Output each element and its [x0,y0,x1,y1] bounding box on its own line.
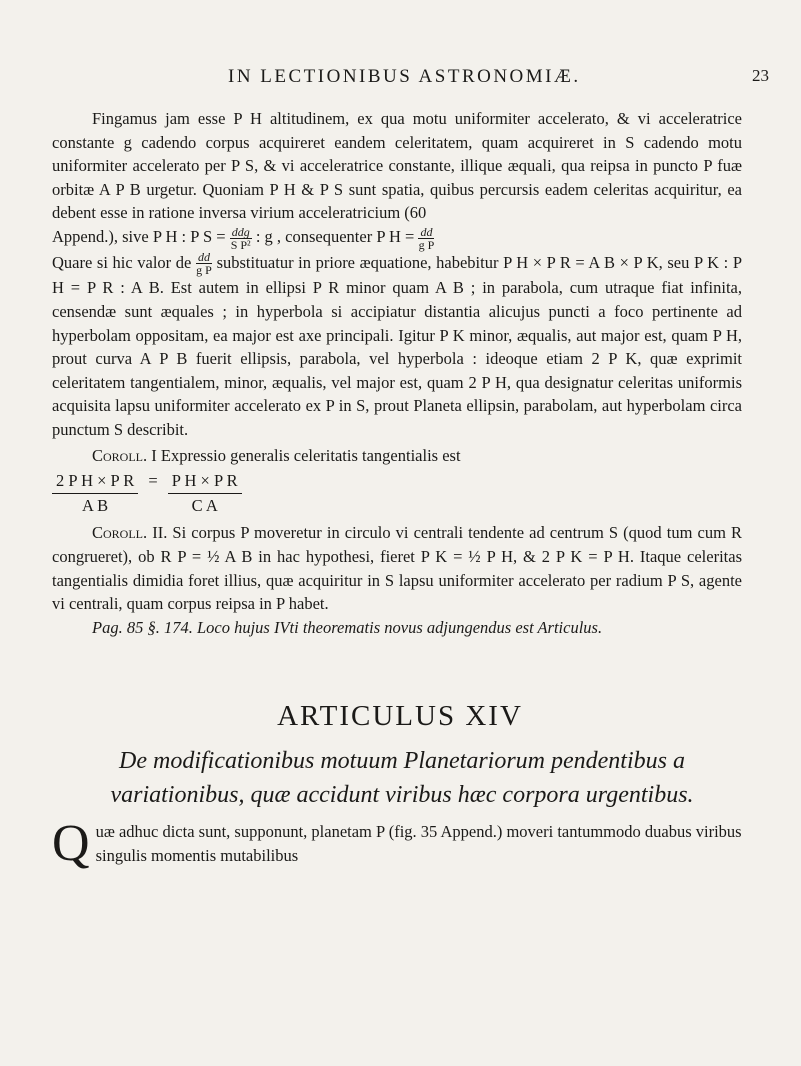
corollary-2 [52,521,742,615]
corollary-1 [52,444,742,468]
fraction-denominator: g P [196,263,212,278]
paragraph-2-start: Quare si hic valor de [52,252,192,272]
fraction-denominator: A B [82,495,109,515]
running-head: IN LECTIONIBUS ASTRONOMIÆ. [228,66,581,87]
corollary-2-label: Coroll. II. [92,523,168,543]
paragraph-1: Fingamus jam esse P H altitudinem, ex qua motu uniformiter accelerato, & vi acceleratrice constante g cadendo corpus acquireret eandem celeritatem, quam acquireret in S cadendo motu uniformiter accelerato per P S, & vi acceleratrice constante, illique æquali, qua reipsa in puncto P fuæ orbitæ A P B urgetur. Quoniam P H & P S sunt spatia, quibus percursis eadem celeritas acquiritur, ea debent esse in ratione inversa virium acceleratricium (60 [52,109,742,223]
fraction-dd-gp [418,226,434,251]
corollary-2-text: Si corpus P moveretur in circulo vi centrali tendente ad centrum S (quod tum cum R congrueret), ob R P = ½ A B in hac hypothesi, fieret P K = ½ P H, & 2 P K = P H. Itaque celeritas tangentialis dimidia foret illius, quæ acquiritur in S lapsu uniformiter accelerato per radium P S, agente vi centrali, quam corpus reipsa in P habet. [52,523,743,614]
page-number: 23 [752,66,769,85]
formula-text-b: : g , consequenter P H = [255,226,415,246]
corollary-1-text: Expressio generalis celeritatis tangentialis est [160,445,461,465]
corollary-1-formula [52,469,742,517]
fraction-ddg-sp2 [230,226,252,251]
article-paragraph [52,815,742,872]
article-subtitle: De modificationibus motuum Planetariorum pendentibus a variationibus, quæ accidunt viribus hæc corpora urgentibus. [110,748,694,808]
paragraph-2-rest: substituatur in priore æquatione, habebitur P H × P R = A B × P K, seu P K : P H = P R : A B. Est autem in ellipsi P R minor quam A B ; in parabola, cum utraque fiat infinita, censendæ sunt æquales ; in hyperbola si accipiatur distantia alicujus puncti a foco pertinente ad hyperbolam oppositam, ea major est axe principali. Igitur P K minor, æqualis, aut major est, quam P H, prout curva A P B fuerit ellipsis, parabola, vel hyperbola : ideoque etiam 2 P K, quæ exprimit celeritatem tangentialem, minor, æqualis, vel major est, quam 2 P H, qua designatur celeritas uniformis acquisita lapsu uniformiter accelerato ex P in S, prout Planeta ellipsin, parabolam, aut hyperbolam circa punctum S describit. [52,252,743,439]
editorial-note: Pag. 85 §. 174. Loco hujus IVti theorematis novus adjungendus est Articulus. [92,617,603,637]
fraction-numerator: 2 P H × P R [52,469,138,494]
fraction-numerator: dd [197,250,210,265]
formula-fraction-1 [52,469,138,517]
fraction-denominator: S P² [230,237,251,252]
fraction-denominator: C A [191,495,218,515]
body-text [52,107,742,639]
fraction-numerator: P H × P R [168,469,242,494]
page-header [0,66,801,96]
equals-sign: = [148,471,158,491]
formula-text-a: Append.), sive P H : P S = [52,226,226,246]
fraction-numerator: dd [420,224,433,239]
formula-fraction-2 [168,469,242,517]
drop-cap: Q [52,815,90,872]
fraction-denominator: g P [418,237,435,252]
fraction-numerator: ddg [231,224,250,239]
paragraph-1-formula [52,225,742,251]
article-title: ARTICULUS XIV [277,700,523,732]
article-paragraph-text: uæ adhuc dicta sunt, supponunt, planetam P (fig. 35 Append.) moveri tantummodo duabus viribus singulis momentis mutabilibus [95,822,742,865]
paragraph-2 [52,251,742,442]
corollary-1-label: Coroll. I [92,445,157,465]
fraction-dd-gp-inline [196,251,212,276]
